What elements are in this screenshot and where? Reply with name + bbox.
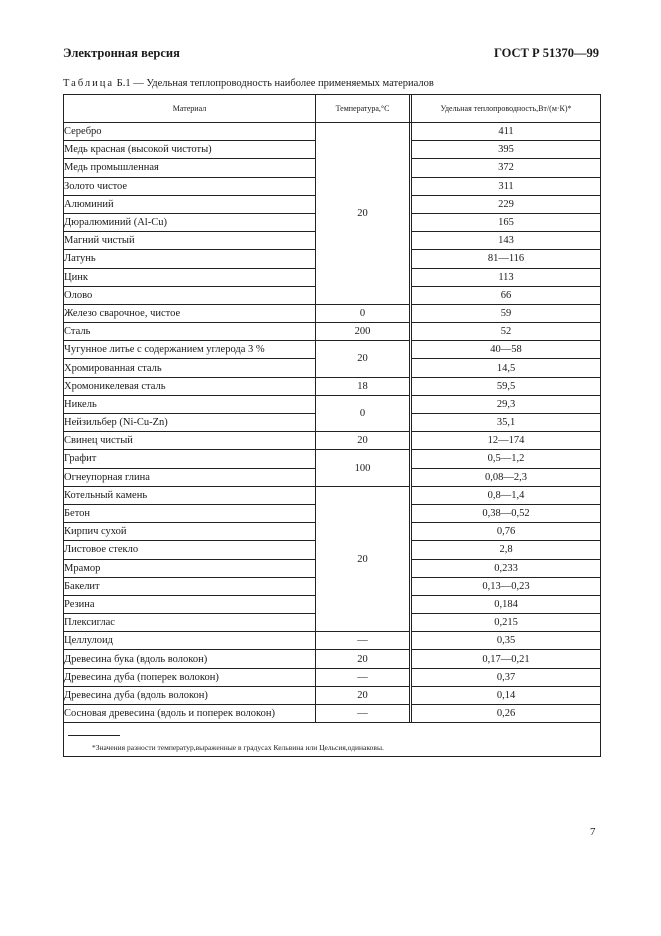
table-caption-text: Б.1 — Удельная теплопроводность наиболее применяемых материалов [114, 78, 434, 89]
material-cell: Медь красная (высокой чистоты) [64, 141, 316, 159]
material-cell: Древесина дуба (поперек волокон) [64, 668, 316, 686]
temperature-cell: 20 [316, 650, 410, 668]
conductivity-cell: 59 [412, 304, 601, 322]
material-cell: Древесина дуба (вдоль волокон) [64, 686, 316, 704]
conductivity-cell: 0,35 [412, 632, 601, 650]
material-cell: Железо сварочное, чистое [64, 304, 316, 322]
table-row [64, 486, 601, 504]
table-row [64, 705, 601, 723]
footnote-row [64, 723, 601, 757]
material-cell: Древесина бука (вдоль волокон) [64, 650, 316, 668]
conductivity-cell: 40—58 [412, 341, 601, 359]
conductivity-cell: 0,184 [412, 595, 601, 613]
conductivity-cell: 0,17—0,21 [412, 650, 601, 668]
temperature-cell: 200 [316, 323, 410, 341]
material-cell: Хромоникелевая сталь [64, 377, 316, 395]
temperature-cell: 100 [316, 450, 410, 486]
material-cell: Хромированная сталь [64, 359, 316, 377]
temperature-cell: — [316, 632, 410, 650]
conductivity-cell: 0,13—0,23 [412, 577, 601, 595]
material-cell: Сталь [64, 323, 316, 341]
conductivity-cell: 165 [412, 213, 601, 231]
material-cell: Листовое стекло [64, 541, 316, 559]
material-cell: Медь промышленная [64, 159, 316, 177]
material-cell: Бетон [64, 504, 316, 522]
conductivity-cell: 411 [412, 123, 601, 141]
table-row [64, 304, 601, 322]
table-caption-label: Таблица [63, 78, 115, 89]
conductivity-cell: 29,3 [412, 395, 601, 413]
material-cell: Свинец чистый [64, 432, 316, 450]
material-cell: Чугунное литье с содержанием углерода 3 % [64, 341, 316, 359]
conductivity-cell: 2,8 [412, 541, 601, 559]
conductivity-cell: 52 [412, 323, 601, 341]
conductivity-cell: 395 [412, 141, 601, 159]
temperature-cell: — [316, 668, 410, 686]
material-cell: Серебро [64, 123, 316, 141]
material-cell: Котельный камень [64, 486, 316, 504]
conductivity-cell: 0,233 [412, 559, 601, 577]
column-header-temperature: Температура,°С [316, 95, 410, 123]
temperature-cell: 0 [316, 304, 410, 322]
table-row [64, 323, 601, 341]
table-caption [63, 78, 434, 89]
conductivity-cell: 311 [412, 177, 601, 195]
table-row [64, 450, 601, 468]
conductivity-cell: 113 [412, 268, 601, 286]
table-row [64, 341, 601, 359]
conductivity-cell: 0,37 [412, 668, 601, 686]
material-cell: Олово [64, 286, 316, 304]
material-cell: Золото чистое [64, 177, 316, 195]
material-cell: Целлулоид [64, 632, 316, 650]
running-header-right: ГОСТ Р 51370—99 [493, 46, 599, 60]
conductivity-cell: 12—174 [412, 432, 601, 450]
material-cell: Сосновая древесина (вдоль и поперек волокон) [64, 705, 316, 723]
material-cell: Бакелит [64, 577, 316, 595]
material-cell: Алюминий [64, 195, 316, 213]
material-cell: Графит [64, 450, 316, 468]
table-row [64, 395, 601, 413]
material-cell: Цинк [64, 268, 316, 286]
table-row [64, 432, 601, 450]
material-cell: Латунь [64, 250, 316, 268]
temperature-cell: 20 [316, 341, 410, 377]
material-cell: Огнеупорная глина [64, 468, 316, 486]
material-cell: Нейзильбер (Ni-Cu-Zn) [64, 414, 316, 432]
conductivity-cell: 0,76 [412, 523, 601, 541]
table-row [64, 686, 601, 704]
page-number: 7 [590, 826, 596, 838]
temperature-cell: — [316, 705, 410, 723]
column-header-material: Материал [64, 95, 316, 123]
conductivity-cell: 59,5 [412, 377, 601, 395]
conductivity-cell: 35,1 [412, 414, 601, 432]
conductivity-cell: 81—116 [412, 250, 601, 268]
material-cell: Никель [64, 395, 316, 413]
conductivity-cell: 229 [412, 195, 601, 213]
material-cell: Плексиглас [64, 614, 316, 632]
conductivity-cell: 143 [412, 232, 601, 250]
material-cell: Резина [64, 595, 316, 613]
table-row [64, 123, 601, 141]
temperature-cell: 20 [316, 432, 410, 450]
material-cell: Дюралюминий (Al-Cu) [64, 213, 316, 231]
conductivity-cell: 0,14 [412, 686, 601, 704]
table-header-row [64, 95, 601, 123]
conductivity-cell: 0,38—0,52 [412, 504, 601, 522]
table-row [64, 650, 601, 668]
temperature-cell: 20 [316, 486, 410, 632]
temperature-cell: 18 [316, 377, 410, 395]
footnote-cell [64, 723, 601, 757]
temperature-cell: 20 [316, 123, 410, 305]
conductivity-cell: 372 [412, 159, 601, 177]
table-row [64, 632, 601, 650]
table-row [64, 668, 601, 686]
material-cell: Мрамор [64, 559, 316, 577]
temperature-cell: 0 [316, 395, 410, 431]
conductivity-cell: 14,5 [412, 359, 601, 377]
conductivity-cell: 0,08—2,3 [412, 468, 601, 486]
material-cell: Магний чистый [64, 232, 316, 250]
running-header-left: Электронная версия [63, 46, 180, 60]
temperature-cell: 20 [316, 686, 410, 704]
footnote-text: *Значения разности температур,выраженные в градусах Кельвина или Цельсия,одинаковы. [92, 743, 384, 753]
column-header-conductivity: Удельная теплопроводность,Вт/(м·К)* [412, 95, 601, 123]
conductivity-cell: 66 [412, 286, 601, 304]
conductivity-cell: 0,215 [412, 614, 601, 632]
conductivity-cell: 0,26 [412, 705, 601, 723]
conductivity-cell: 0,5—1,2 [412, 450, 601, 468]
conductivity-cell: 0,8—1,4 [412, 486, 601, 504]
material-cell: Кирпич сухой [64, 523, 316, 541]
table-row [64, 377, 601, 395]
conductivity-table [63, 94, 601, 757]
